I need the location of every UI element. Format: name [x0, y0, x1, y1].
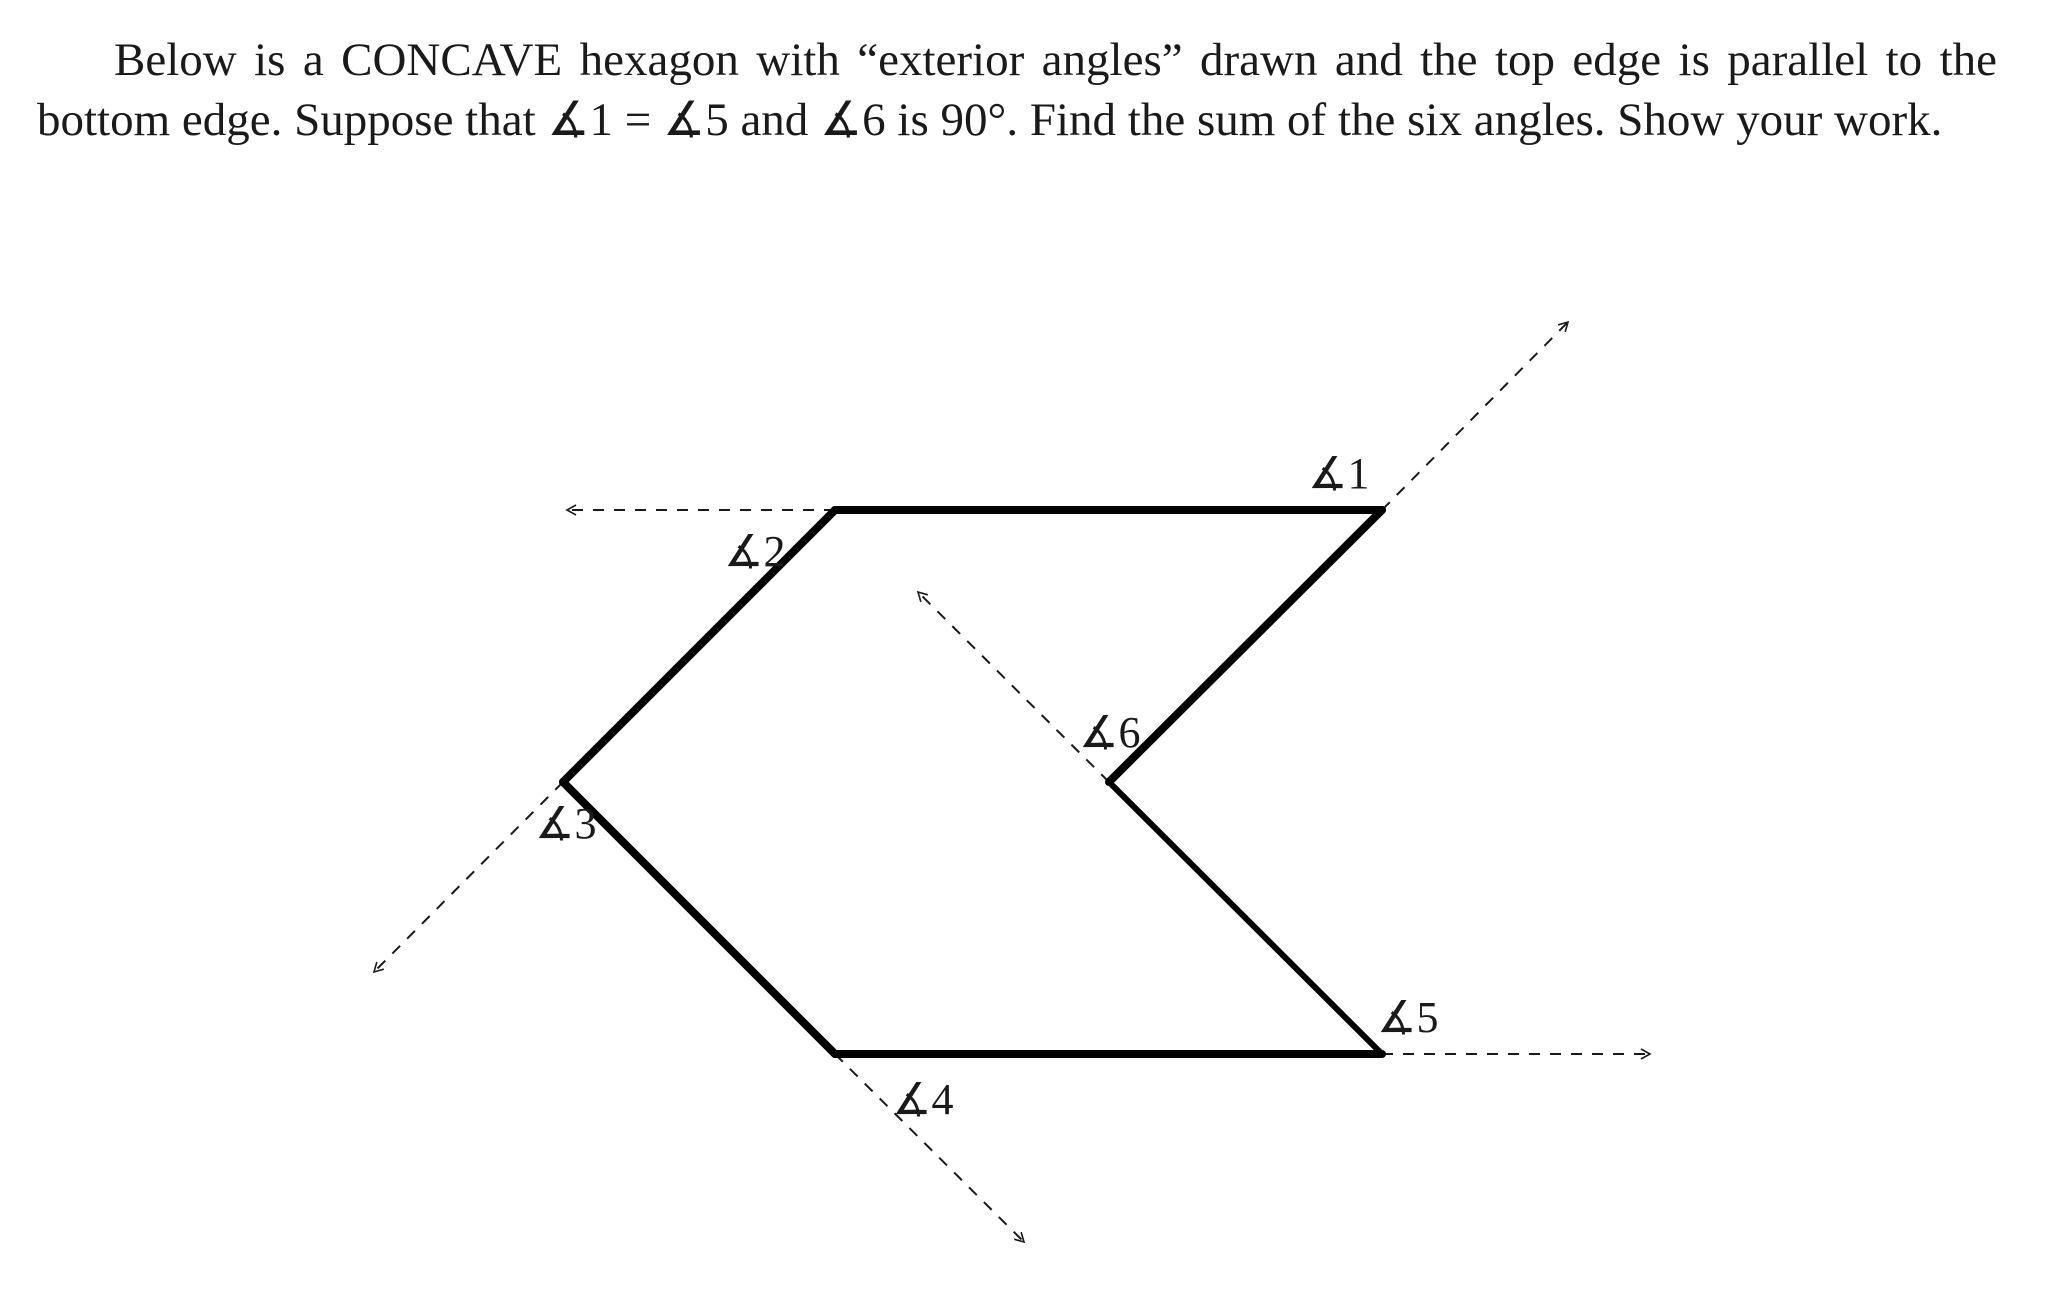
extension-ray-1 — [1382, 322, 1568, 510]
angle-label-4: ∡4 — [892, 1075, 954, 1124]
angle-label-3: ∡3 — [535, 799, 597, 848]
angle-label-5: ∡5 — [1377, 993, 1439, 1042]
hexagon-lower-left-edge — [563, 782, 835, 1054]
angle-label-2: ∡2 — [724, 527, 786, 576]
angle-label-6: ∡6 — [1079, 708, 1141, 757]
hexagon-lower-right-edge — [1109, 782, 1382, 1054]
angle-label-1: ∡1 — [1308, 449, 1370, 498]
hexagon-upper-right-edge — [1109, 510, 1382, 782]
hexagon-upper-left-edge — [563, 510, 835, 782]
problem-statement: Below is a CONCAVE hexagon with “exterior angles” drawn and the top edge is parallel to the bottom edge. Suppose that ∡1 = ∡5 and ∡6 is 90°. Find the sum of the six angles. Show your work. — [37, 34, 1997, 146]
